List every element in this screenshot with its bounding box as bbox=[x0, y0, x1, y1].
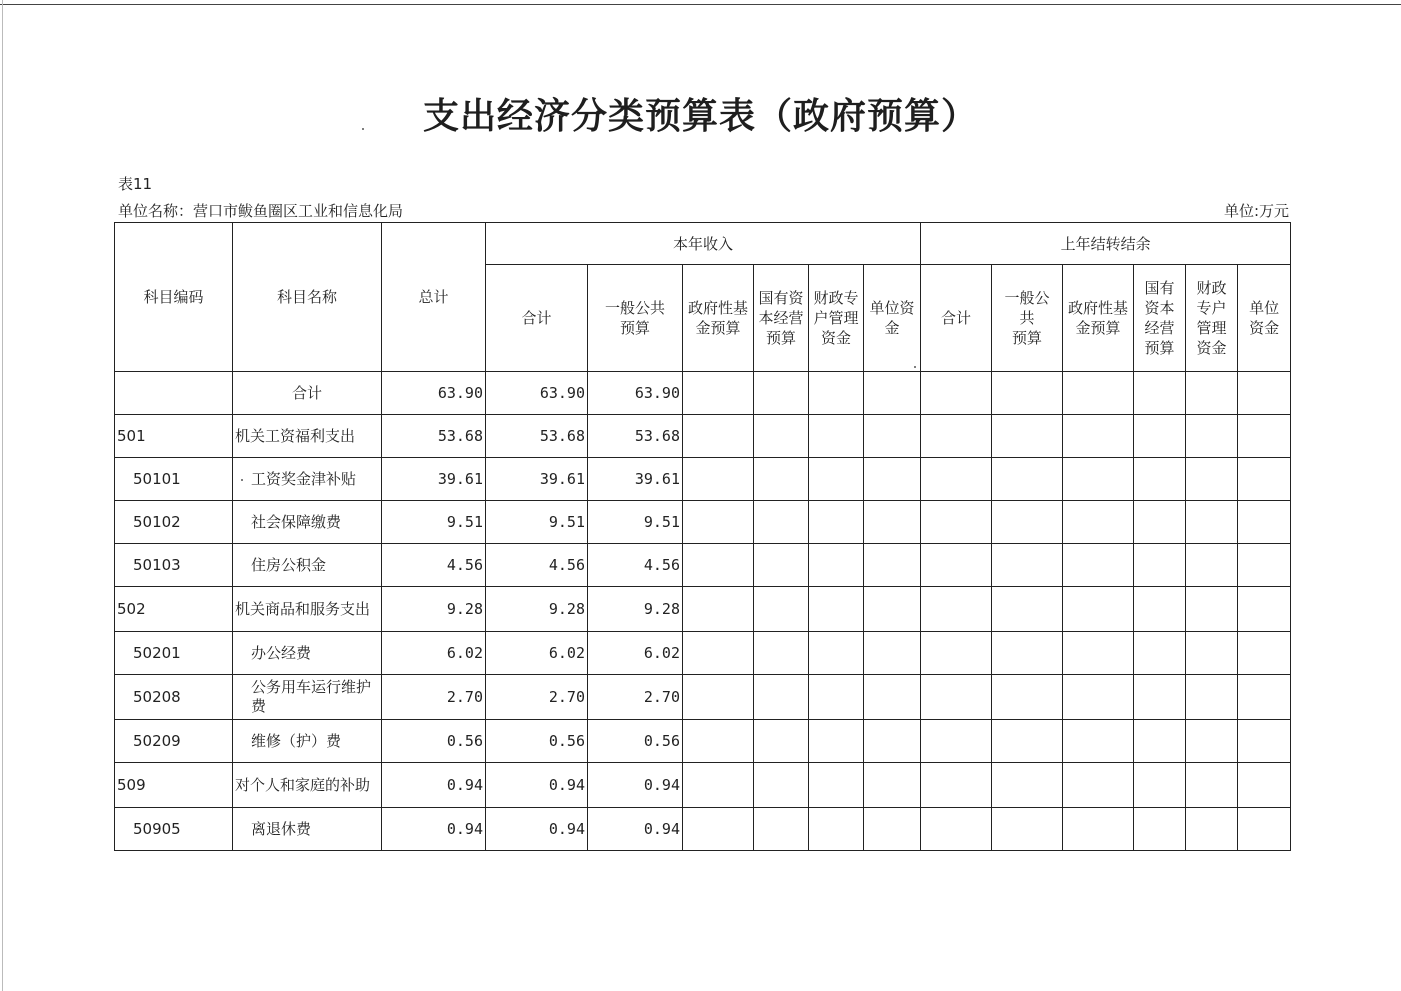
row-name: 对个人和家庭的补助 bbox=[233, 763, 382, 808]
header-current-general: 一般公共 预算 bbox=[588, 265, 683, 372]
row-current-general: 0.94 bbox=[588, 763, 683, 808]
header-current-fiscal-special: 财政专 户管理 资金 bbox=[809, 265, 864, 372]
header-prior-unit-fund: 单位 资金 bbox=[1238, 265, 1291, 372]
row-total: 0.94 bbox=[382, 763, 486, 808]
row-current-subtotal: 0.56 bbox=[486, 720, 588, 763]
row-code: 50101 bbox=[115, 458, 233, 501]
header-current-unit-fund: 单位资 金 bbox=[864, 265, 921, 372]
row-current-subtotal: 9.28 bbox=[486, 587, 588, 632]
scan-top-edge bbox=[0, 4, 1401, 5]
header-name: 科目名称 bbox=[233, 223, 382, 372]
table-row bbox=[115, 808, 1291, 851]
row-total: 39.61 bbox=[382, 458, 486, 501]
scan-speck bbox=[362, 128, 364, 130]
row-code: 50103 bbox=[115, 544, 233, 587]
row-current-subtotal: 0.94 bbox=[486, 763, 588, 808]
row-current-general: 63.90 bbox=[588, 372, 683, 415]
row-current-subtotal: 2.70 bbox=[486, 675, 588, 720]
row-current-subtotal: 4.56 bbox=[486, 544, 588, 587]
row-code: 50208 bbox=[115, 675, 233, 720]
header-prior-general: 一般公 共 预算 bbox=[992, 265, 1063, 372]
table-row bbox=[115, 501, 1291, 544]
row-total: 9.51 bbox=[382, 501, 486, 544]
header-prior-subtotal: 合计 bbox=[921, 265, 992, 372]
table-row bbox=[115, 415, 1291, 458]
header-current-subtotal: 合计 bbox=[486, 265, 588, 372]
table-row bbox=[115, 720, 1291, 763]
row-name: 机关工资福利支出 bbox=[233, 415, 382, 458]
row-current-subtotal: 0.94 bbox=[486, 808, 588, 851]
row-code: 50905 bbox=[115, 808, 233, 851]
table-row bbox=[115, 587, 1291, 632]
row-total: 63.90 bbox=[382, 372, 486, 415]
header-code: 科目编码 bbox=[115, 223, 233, 372]
row-code: 50209 bbox=[115, 720, 233, 763]
table-row bbox=[115, 763, 1291, 808]
document-title: 支出经济分类预算表（政府预算） bbox=[422, 95, 978, 137]
row-total: 0.94 bbox=[382, 808, 486, 851]
row-name: 离退休费 bbox=[233, 808, 382, 851]
row-code bbox=[115, 372, 233, 415]
row-name: 合计 bbox=[233, 372, 382, 415]
table-row bbox=[115, 632, 1291, 675]
header-prior-state-capital: 国有 资本 经营 预算 bbox=[1134, 265, 1186, 372]
row-current-subtotal: 6.02 bbox=[486, 632, 588, 675]
row-code: 50201 bbox=[115, 632, 233, 675]
row-code: 502 bbox=[115, 587, 233, 632]
header-prior-year: 上年结转结余 bbox=[921, 223, 1291, 265]
row-name: 工资奖金津补贴 bbox=[233, 458, 382, 501]
row-current-subtotal: 9.51 bbox=[486, 501, 588, 544]
row-name: 机关商品和服务支出 bbox=[233, 587, 382, 632]
row-name: 办公经费 bbox=[233, 632, 382, 675]
row-name: 公务用车运行维护费 bbox=[233, 675, 382, 720]
row-current-general: 4.56 bbox=[588, 544, 683, 587]
unit-name: 单位名称：营口市鲅鱼圈区工业和信息化局 bbox=[118, 202, 404, 220]
row-total: 0.56 bbox=[382, 720, 486, 763]
header-current-state-capital: 国有资 本经营 预算 bbox=[754, 265, 809, 372]
header-prior-gov-fund: 政府性基 金预算 bbox=[1063, 265, 1134, 372]
header-current-year: 本年收入 bbox=[486, 223, 921, 265]
unit-label: 单位:万元 bbox=[1223, 202, 1289, 220]
row-current-general: 6.02 bbox=[588, 632, 683, 675]
row-total: 4.56 bbox=[382, 544, 486, 587]
scan-speck bbox=[914, 366, 916, 368]
row-current-general: 0.56 bbox=[588, 720, 683, 763]
table-row bbox=[115, 675, 1291, 720]
budget-table bbox=[114, 222, 1291, 851]
header-total: 总计 bbox=[382, 223, 486, 372]
header-current-gov-fund: 政府性基 金预算 bbox=[683, 265, 754, 372]
row-total: 53.68 bbox=[382, 415, 486, 458]
row-current-general: 9.28 bbox=[588, 587, 683, 632]
row-current-subtotal: 39.61 bbox=[486, 458, 588, 501]
header-prior-fiscal-special: 财政 专户 管理 资金 bbox=[1186, 265, 1238, 372]
row-code: 501 bbox=[115, 415, 233, 458]
row-total: 6.02 bbox=[382, 632, 486, 675]
scan-left-edge bbox=[2, 0, 3, 991]
row-name: 维修（护）费 bbox=[233, 720, 382, 763]
row-total: 9.28 bbox=[382, 587, 486, 632]
row-name: 社会保障缴费 bbox=[233, 501, 382, 544]
row-code: 509 bbox=[115, 763, 233, 808]
row-current-general: 39.61 bbox=[588, 458, 683, 501]
row-current-general: 9.51 bbox=[588, 501, 683, 544]
row-current-subtotal: 63.90 bbox=[486, 372, 588, 415]
row-code: 50102 bbox=[115, 501, 233, 544]
table-row bbox=[115, 458, 1291, 501]
table-number: 表11 bbox=[118, 175, 153, 193]
scan-speck bbox=[241, 479, 243, 481]
row-current-general: 2.70 bbox=[588, 675, 683, 720]
row-current-subtotal: 53.68 bbox=[486, 415, 588, 458]
table-row bbox=[115, 544, 1291, 587]
row-total: 2.70 bbox=[382, 675, 486, 720]
row-name: 住房公积金 bbox=[233, 544, 382, 587]
table-row bbox=[115, 372, 1291, 415]
row-current-general: 53.68 bbox=[588, 415, 683, 458]
row-current-general: 0.94 bbox=[588, 808, 683, 851]
